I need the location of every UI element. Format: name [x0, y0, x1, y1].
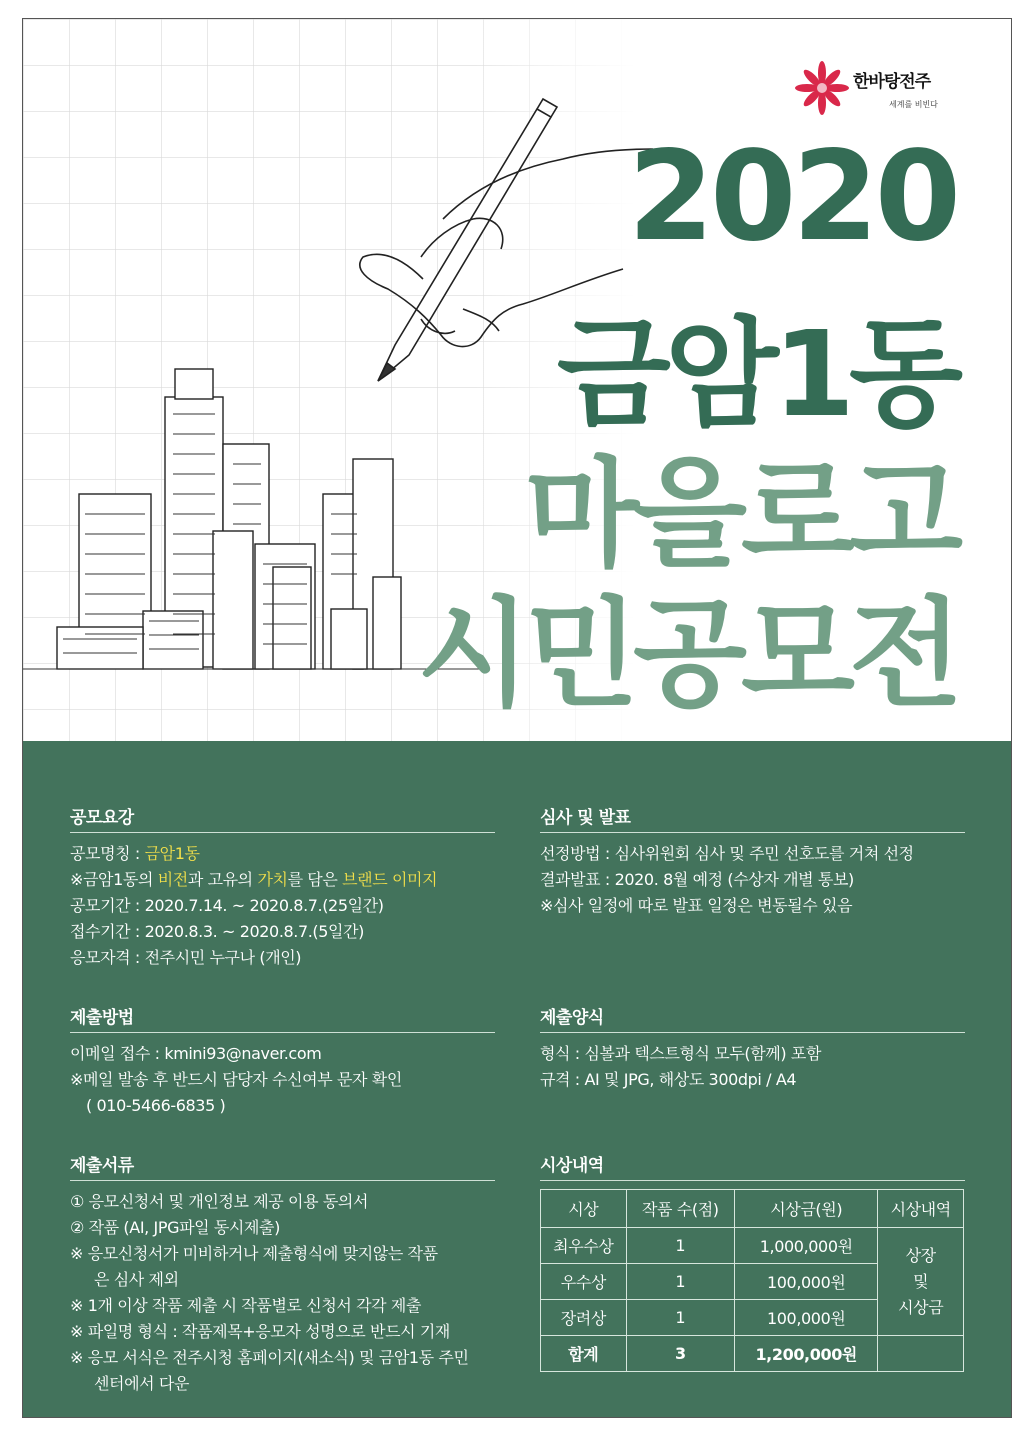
section-heading: 시상내역 [540, 1151, 965, 1181]
column-header: 작품 수(점) [626, 1190, 734, 1228]
table-cell: 100,000원 [735, 1264, 878, 1300]
table-cell: 1 [626, 1264, 734, 1300]
list-item: 은 심사 제외 [94, 1270, 179, 1289]
section-heading: 제출서류 [70, 1151, 495, 1181]
table-cell: 1 [626, 1300, 734, 1336]
table-cell [878, 1336, 964, 1372]
judging-section [540, 803, 965, 919]
list-item: ② 작품 (AI, JPG파일 동시제출) [70, 1218, 280, 1237]
list-item: ※ 응모신청서가 미비하거나 제출형식에 맞지않는 작품 [70, 1244, 438, 1263]
poster-header [23, 19, 1011, 741]
contest-period: 공모기간 : 2020.7.14. ~ 2020.8.7.(25일간) [70, 896, 384, 915]
table-cell: 1,200,000원 [735, 1336, 878, 1372]
table-cell: 우수상 [541, 1264, 627, 1300]
table-row [541, 1228, 964, 1264]
selection-method: 선정방법 : 심사위원회 심사 및 주민 선호도를 거쳐 선정 [540, 844, 914, 863]
table-cell: 최우수상 [541, 1228, 627, 1264]
awards-table [540, 1189, 964, 1372]
logo-text: 한바탕전주 [853, 72, 931, 92]
list-item: ※ 응모 서식은 전주시청 홈페이지(새소식) 및 금암1동 주민 [70, 1348, 469, 1367]
section-heading: 공모요강 [70, 803, 495, 833]
section-heading: 심사 및 발표 [540, 803, 965, 833]
poster [22, 18, 1012, 1418]
column-header: 시상 [541, 1190, 627, 1228]
title-contest: 시민공모전 [417, 585, 957, 723]
contest-overview-section [70, 803, 495, 971]
title-district: 금암1동 [556, 305, 957, 443]
list-item: ※ 파일명 형식 : 작품제목+응모자 성명으로 반드시 기재 [70, 1322, 450, 1341]
contact-phone: ( 010-5466-6835 ) [86, 1096, 226, 1115]
format-type: 형식 : 심볼과 텍스트형식 모두(함께) 포함 [540, 1044, 822, 1063]
list-item: ※ 1개 이상 작품 제출 시 작품별로 신청서 각각 제출 [70, 1296, 422, 1315]
list-item: ① 응모신청서 및 개인정보 제공 이용 동의서 [70, 1192, 369, 1211]
list-item: 센터에서 다운 [94, 1374, 190, 1393]
prize-note-cell: 상장 및 시상금 [878, 1228, 964, 1336]
schedule-note: ※심사 일정에 따로 발표 일정은 변동될수 있음 [540, 896, 853, 915]
title-village-logo: 마을로고 [525, 445, 957, 583]
column-header: 시상금(원) [735, 1190, 878, 1228]
flower-icon [793, 59, 851, 117]
jeonju-logo [793, 59, 953, 119]
section-heading: 제출방법 [70, 1003, 495, 1033]
submission-format-section [540, 1003, 965, 1093]
column-header: 시상내역 [878, 1190, 964, 1228]
email-submission: 이메일 접수 : kmini93@naver.com [70, 1044, 322, 1063]
table-cell: 1 [626, 1228, 734, 1264]
awards-section [540, 1151, 965, 1372]
logo-subtext: 세계를 비빈다 [889, 100, 938, 109]
eligibility: 응모자격 : 전주시민 누구나 (개인) [70, 948, 302, 967]
format-spec: 규격 : AI 및 JPG, 해상도 300dpi / A4 [540, 1070, 797, 1089]
table-header-row [541, 1190, 964, 1228]
section-heading: 제출양식 [540, 1003, 965, 1033]
table-cell: 3 [626, 1336, 734, 1372]
table-cell: 1,000,000원 [735, 1228, 878, 1264]
confirmation-note: ※메일 발송 후 반드시 담당자 수신여부 문자 확인 [70, 1070, 402, 1089]
submission-documents-section [70, 1151, 495, 1397]
table-cell: 100,000원 [735, 1300, 878, 1336]
table-cell: 합계 [541, 1336, 627, 1372]
contest-description: ※금암1동의 비전과 고유의 가치를 담은 브랜드 이미지 [70, 870, 438, 889]
table-total-row [541, 1336, 964, 1372]
contest-name: 공모명칭 : 금암1동 [70, 844, 200, 863]
table-cell: 장려상 [541, 1300, 627, 1336]
receipt-period: 접수기간 : 2020.8.3. ~ 2020.8.7.(5일간) [70, 922, 365, 941]
submission-method-section [70, 1003, 495, 1119]
title-year: 2020 [627, 125, 957, 269]
result-announcement: 결과발표 : 2020. 8월 예정 (수상자 개별 통보) [540, 870, 854, 889]
info-panel [23, 741, 1011, 1418]
